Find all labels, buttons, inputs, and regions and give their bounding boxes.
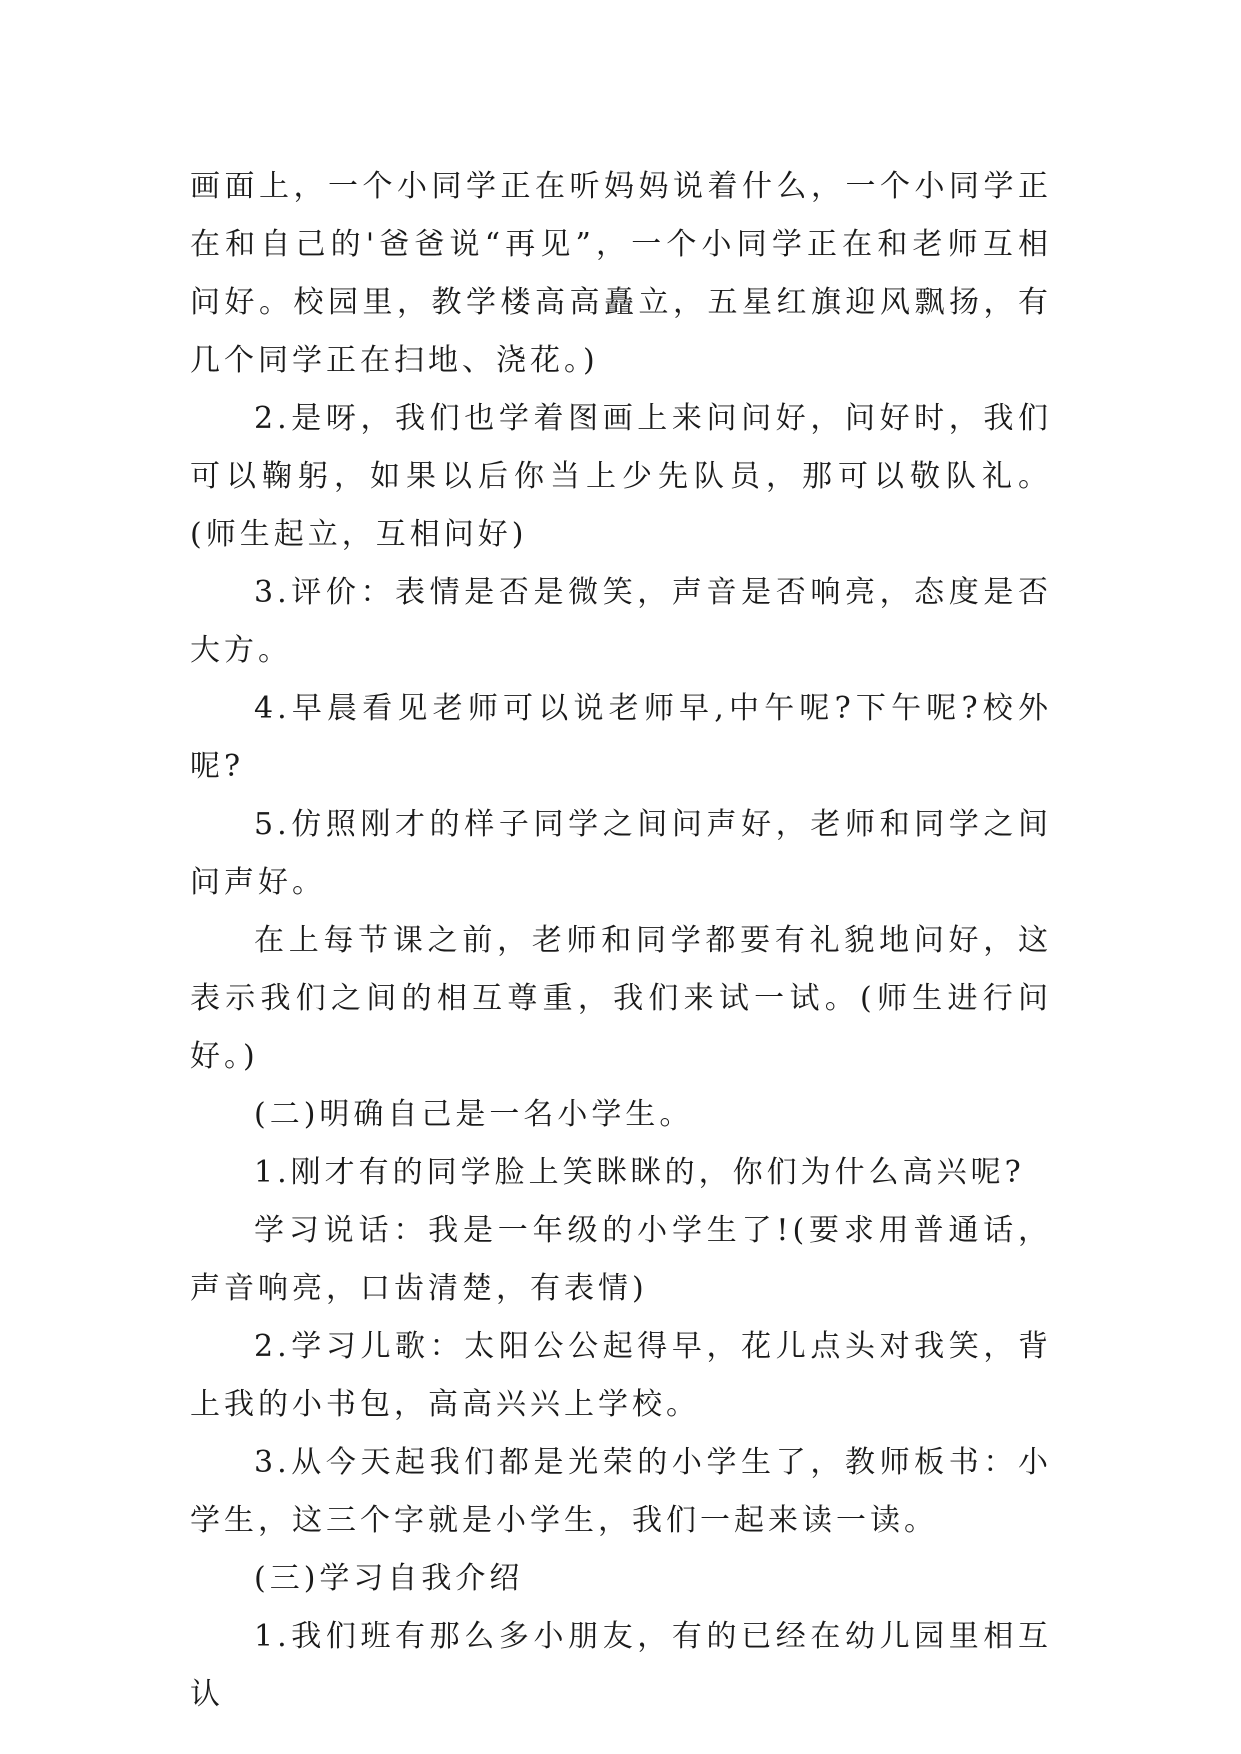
paragraph: 3.从今天起我们都是光荣的小学生了，教师板书：小学生，这三个字就是小学生，我们一起来读一读。 [190, 1445, 1052, 1538]
paragraph: 2.是呀，我们也学着图画上来问问好，问好时，我们可以鞠躬，如果以后你当上少先队员，那可以敬队礼。(师生起立，互相问好) [190, 401, 1052, 552]
paragraph: 5.仿照刚才的样子同学之间问声好，老师和同学之间问声好。 [190, 807, 1052, 900]
paragraph: 学习说话：我是一年级的小学生了!(要求用普通话，声音响亮，口齿清楚，有表情) [190, 1213, 1052, 1306]
paragraph: 3.评价：表情是否是微笑，声音是否响亮，态度是否大方。 [190, 575, 1052, 668]
paragraph: 在上每节课之前，老师和同学都要有礼貌地问好，这表示我们之间的相互尊重，我们来试一试。(师生进行问好。) [190, 923, 1052, 1074]
document-body [190, 158, 1052, 1724]
paragraph: 1.刚才有的同学脸上笑眯眯的，你们为什么高兴呢? [254, 1155, 1025, 1190]
section-heading: (二)明确自己是一名小学生。 [254, 1097, 694, 1132]
paragraph: 4.早晨看见老师可以说老师早,中午呢?下午呢?校外呢? [190, 691, 1052, 784]
section-heading: (三)学习自我介绍 [254, 1561, 524, 1596]
paragraph: 画面上，一个小同学正在听妈妈说着什么，一个小同学正在和自己的'爸爸说“再见”，一个小同学正在和老师互相问好。校园里，教学楼高高矗立，五星红旗迎风飘扬，有几个同学正在扫地、浇花。) [190, 169, 1052, 378]
paragraph: 2.学习儿歌：太阳公公起得早，花儿点头对我笑，背上我的小书包，高高兴兴上学校。 [190, 1329, 1052, 1422]
paragraph: 1.我们班有那么多小朋友，有的已经在幼儿园里相互认 [190, 1619, 1052, 1712]
